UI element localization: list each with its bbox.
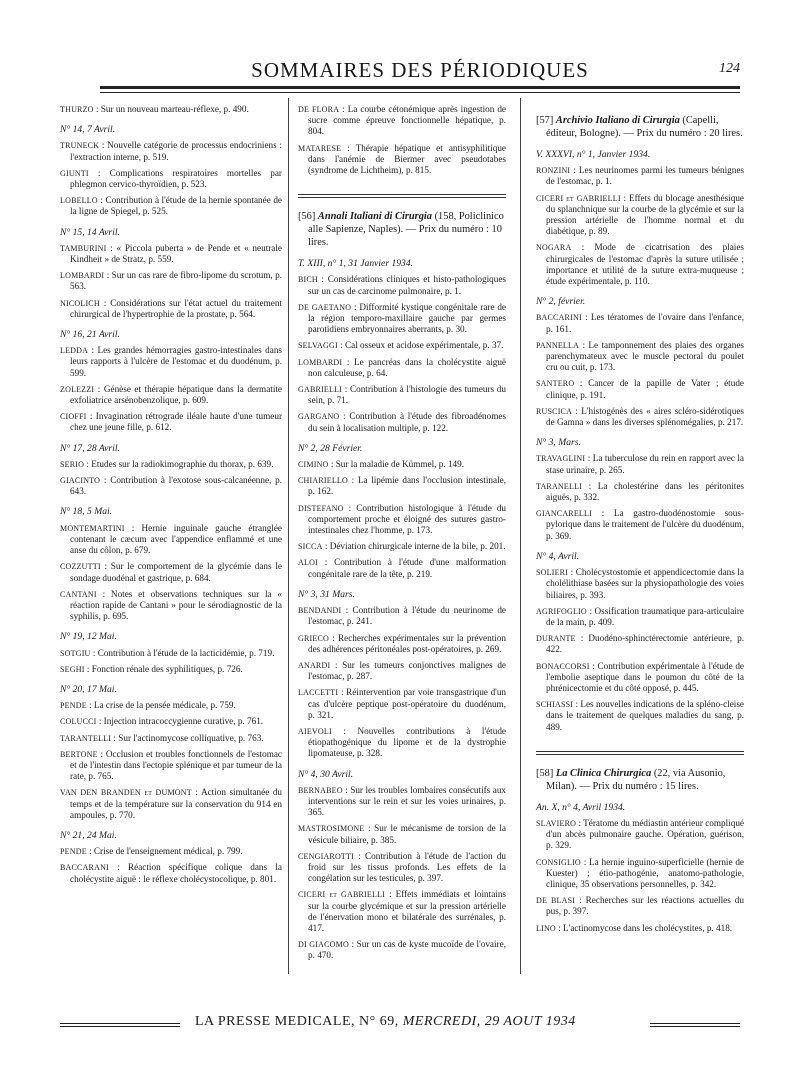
article-title: : Notes et observations techniques sur la « réaction rapide de Cantani » pour le sérodiagnostic de la syphilis, p. 695.: [70, 588, 282, 622]
article-author: CONSIGLIO: [536, 857, 581, 867]
article-author: SCHIASSI: [536, 700, 574, 710]
article-entry: [298, 357, 506, 379]
article-author: PENDE: [60, 701, 87, 711]
article-title: : Sur les troubles lombaires consécutifs aux interventions sur le rein et sur les voies urinaires, p. 365.: [308, 784, 507, 818]
issue-date-heading: N° 20, 17 Mai.: [60, 683, 117, 695]
article-author: COLUCCI: [60, 717, 97, 727]
article-author: GIUNTI: [60, 168, 89, 178]
article-author: MATARESE: [298, 143, 342, 153]
page-title: SOMMAIRES DES PÉRIODIQUES: [251, 58, 589, 82]
article-title: : Contribution à l'exotose sous-calcanéenne, p. 643.: [70, 475, 283, 497]
issue-date-heading: N° 17, 28 Avril.: [60, 442, 120, 454]
journal-number: [56]: [298, 211, 316, 223]
article-entry: [536, 923, 744, 934]
article-author: COZZUTTI: [60, 562, 101, 572]
article-title: : Réaction spécifique colique dans la cholécystite aiguë : le réflexe cholécystocolique, p. 801.: [70, 862, 282, 884]
article-author: NOGARA: [536, 243, 572, 253]
article-title: : Le tamponnement des plaies des organes parenchymateux avec le muscle pectoral du poulet cru ou cuit, p. 173.: [546, 339, 744, 373]
journal-info: (158, Policlinico alle Sapienze, Naples). — Prix du numéro : 10 lires.: [308, 211, 504, 249]
article-title: : Considérations sur l'état actuel du traitement chirurgical de l'hypertrophie de la prostate, p. 564.: [70, 297, 283, 319]
article-title: : Sur le mécanisme de torsion de la vésicule biliaire, p. 385.: [308, 823, 506, 845]
column-left: [60, 104, 282, 890]
article-author: TRAVAGLINI: [536, 454, 586, 464]
article-title: : « Piccola puberta » de Pende et « neutrale Kindheit » de Stratz, p. 559.: [70, 242, 283, 265]
article-title: : Contribution expérimentale à l'étude de l'embolie aseptique dans le poumon du côté de la phrénicectomie et du côté opposé, p. 445.: [546, 660, 744, 693]
article-entry: [536, 340, 744, 374]
article-author: DI GIACOMO: [298, 940, 349, 950]
article-title: : Tératome du médiastin antérieur compliqué d'un abcès pulmonaire gauche. Opération, guérison, p. 329.: [546, 817, 745, 851]
article-author: DURANTE: [536, 634, 576, 644]
article-entry: [298, 726, 506, 760]
article-entry: [60, 664, 282, 675]
article-title: : Les nouvelles indications de la spléno-cleise dans le traitement de quelques maladies du sang, p. 489.: [546, 699, 745, 732]
article-author: THURZO: [60, 105, 94, 114]
article-entry: [298, 633, 506, 655]
article-title: : Sur l'actinomycose colliquative, p. 763.: [113, 732, 264, 743]
article-author: AGRIFOGLIO: [536, 606, 587, 616]
article-title: : Difformité kystique congénitale rare de la région temporo-maxillaire gauche par germes parotidiens embryonnaires aberrants, p. 30.: [308, 301, 507, 335]
article-author: MONTEMARTINI: [60, 523, 125, 533]
article-title: : Sur le comportement de la glycémie dans le sondage duodénal et gastrique, p. 684.: [70, 561, 282, 583]
article-entry: [298, 889, 506, 934]
article-entry: [536, 481, 744, 503]
article-title: : Sur un cas de kyste mucoïde de l'ovaire, p. 470.: [308, 939, 506, 961]
article-entry: [60, 862, 282, 884]
article-entry: [536, 193, 744, 238]
section-separator: [536, 751, 744, 755]
article-title: : La tuberculose du rein en rapport avec la stase urinaire, p. 265.: [546, 453, 744, 475]
article-title: : Cancer de la papille de Vater ; étude clinique, p. 191.: [546, 378, 744, 400]
article-author: LOMBARDI: [298, 357, 343, 367]
article-title: : Action simultanée du temps et de la température sur la conservation du 914 en ampoules, p. 770.: [70, 787, 283, 820]
article-author: DE BLASI: [536, 896, 576, 906]
article-title: : Invagination rétrograde iléale haute d'une tumeur chez une jeune fille, p. 612.: [70, 411, 282, 433]
article-title: : Les neurinomes parmi les tumeurs bénignes de l'estomac, p. 1.: [546, 165, 745, 187]
article-author: RUSCICA: [536, 406, 573, 416]
issue-date-heading: V. XXXVI, n° 1, Janvier 1934.: [536, 149, 651, 160]
article-entry: [60, 243, 282, 265]
footer-journal: LA PRESSE MEDICALE, N° 69,: [195, 1014, 399, 1029]
article-title: : La hernie inguino-superficielle (hernie de Kuester) ; étio-pathogénie, anatomo-pathologie, clinique, 35 observations personnelles, p. 342.: [546, 856, 745, 889]
article-entry: [60, 411, 282, 433]
article-author: GABRIELLI: [298, 385, 343, 395]
article-author: BACCARANI: [60, 863, 109, 873]
article-entry: [298, 340, 506, 351]
article-title: : La crise de la pensée médicale, p. 759.: [89, 700, 236, 711]
issue-date-heading: N° 19, 12 Mai.: [60, 631, 117, 643]
article-title: : Occlusion et troubles fonctionnels de l'estomac et de l'intestin dans l'ectopie splénique et par tumeur de la rate, p. 765.: [70, 748, 283, 782]
issue-date-heading: N° 16, 21 Avril.: [60, 329, 120, 341]
article-author: DE GAETANO: [298, 302, 352, 312]
article-author: TRUNECK: [60, 141, 100, 151]
article-author: LACCETTI: [298, 688, 339, 698]
issue-date-heading: T. XIII, n° 1, 31 Janvier 1934.: [298, 258, 414, 270]
article-title: : Génèse et thérapie hépatique dans la dermatite exfoliatrice arsénobenzolique, p. 609.: [70, 383, 283, 406]
article-entry: [60, 648, 282, 659]
article-title: : Les grandes hémorragies gastro-intestinales dans leurs rapports à l'ulcère de l'estomac et du duodénum, p. 599.: [70, 345, 282, 378]
article-title: : Nouvelle catégorie de processus endocriniens : l'extraction interne, p. 519.: [70, 140, 282, 162]
issue-date-heading: N° 4, Avril.: [536, 550, 580, 562]
article-author: CHIARIELLO: [298, 476, 348, 486]
article-title: : Thérapie hépatique et antisyphilitique dans l'anémie de Biermer avec pseudotabes (syndrome de Lichtheim), p. 815.: [308, 142, 506, 176]
journal-heading: [536, 767, 744, 793]
article-author: SANTERO: [536, 379, 575, 389]
article-title: : Mode de cicatrisation des plaies chirurgicales de l'estomac d'après la suture utilisée ; importance et utilité de la suture extra-muqueuse ; étude expérimentale, p. 110.: [546, 242, 745, 287]
article-author: VAN DEN BRANDEN et DUMONT: [60, 788, 192, 798]
article-author: GIANCARELLI: [536, 509, 592, 519]
page-number: 124: [719, 61, 740, 76]
article-entry: [60, 846, 282, 857]
article-entry: [536, 818, 744, 852]
article-author: DISTEFANO: [298, 503, 344, 513]
issue-date-heading: N° 2, février.: [536, 296, 586, 308]
article-entry: [536, 567, 744, 601]
article-entry: [298, 384, 506, 406]
article-entry: [298, 475, 506, 497]
journal-title: Archivio Italiano di Cirurgia: [555, 115, 680, 126]
article-entry: [298, 459, 506, 470]
article-entry: [298, 541, 506, 552]
article-entry: [298, 687, 506, 721]
article-title: : Contribution histologique à l'étude du comportement proche et éloigné des sutures gastro-intestinales chez l'homme, p. 173.: [308, 502, 507, 536]
article-author: ANARDI: [298, 660, 331, 670]
article-entry: [298, 605, 506, 627]
article-entry: [536, 633, 744, 655]
article-title: : Le pancréas dans la cholécystite aiguë non calculeuse, p. 64.: [308, 356, 507, 378]
section-separator: [298, 194, 506, 198]
article-author: CANTANI: [60, 589, 97, 599]
article-entry: [60, 733, 282, 744]
footer-date: MERCREDI, 29 AOUT 1934: [402, 1014, 576, 1029]
article-entry: [298, 411, 506, 433]
article-author: LOMBARDI: [60, 271, 105, 281]
article-title: : Injection intracoccygienne curative, p. 761.: [98, 716, 264, 727]
article-entry: [298, 302, 506, 336]
footer-rule-right: [650, 1023, 740, 1027]
article-entry: [60, 716, 282, 727]
article-author: CICERI et GABRIELLI: [536, 193, 621, 203]
article-author: NICOLICH: [60, 298, 100, 308]
article-entry: [60, 168, 282, 190]
article-author: TARANTELLI: [60, 733, 112, 743]
article-entry: [536, 242, 744, 287]
article-entry: [536, 508, 744, 542]
article-entry: [60, 523, 282, 557]
article-title: : Contribution à l'étude d'une malformation congénitale rare de la tête, p. 219.: [308, 557, 506, 579]
issue-date-heading: N° 21, 24 Mai.: [60, 829, 117, 841]
article-entry: [60, 104, 282, 115]
article-author: GRIECO: [298, 633, 329, 643]
column-middle: [298, 104, 506, 967]
article-author: SOLIERI: [536, 568, 569, 578]
journal-info: (Capelli, éditeur, Bologne). — Prix du numéro : 20 lires.: [546, 115, 743, 139]
article-author: TAMBURINI: [60, 243, 107, 253]
article-entry: [60, 459, 282, 470]
article-entry: [298, 503, 506, 537]
article-entry: [60, 475, 282, 497]
article-title: : Contribution à l'histologie des tumeurs du sein, p. 71.: [308, 384, 506, 406]
article-author: DE FLORA: [298, 105, 340, 114]
article-title: : Complications respiratoires mortelles par phlegmon cervico-thyroïdien, p. 523.: [70, 167, 282, 190]
article-entry: [60, 700, 282, 711]
column-right: [536, 104, 744, 939]
article-title: : Sur un nouveau marteau-réflexe, p. 490.: [95, 104, 249, 114]
article-entry: [536, 606, 744, 628]
column-divider: [288, 98, 289, 974]
article-author: SOTGIU: [60, 648, 91, 658]
article-title: : Sur les tumeurs conjonctives malignes de l'estomac, p. 287.: [308, 659, 507, 682]
article-author: ZOLEZZI: [60, 384, 95, 394]
article-entry: [536, 699, 744, 733]
article-entry: [298, 939, 506, 961]
article-title: : Sur un cas rare de fibro-lipome du scrotum, p. 563.: [70, 270, 283, 292]
footer-text: [195, 1014, 576, 1030]
issue-date-heading: N° 14, 7 Avril.: [60, 124, 116, 136]
article-entry: [60, 345, 282, 379]
article-entry: [536, 857, 744, 891]
article-entry: [298, 557, 506, 579]
article-entry: [298, 104, 506, 138]
article-entry: [298, 851, 506, 885]
journal-number: [57]: [536, 115, 554, 126]
issue-date-heading: N° 18, 5 Mai.: [60, 506, 113, 518]
article-entry: [60, 140, 282, 162]
article-title: : Hernie inguinale gauche étranglée contenant le cæcum avec l'appendice enflammé et une anse du côlon, p. 679.: [70, 522, 283, 556]
page-footer: [60, 1014, 740, 1034]
article-entry: [298, 823, 506, 845]
journal-heading: [536, 114, 744, 140]
article-author: CENGIAROTTI: [298, 851, 354, 861]
article-title: : Fonction rénale des syphilitiques, p. 726.: [86, 663, 243, 674]
article-entry: [536, 661, 744, 695]
article-author: SERIO: [60, 459, 85, 469]
issue-date-heading: N° 3, Mars.: [536, 437, 581, 449]
article-author: BICH: [298, 275, 318, 285]
column-divider: [520, 98, 521, 974]
journal-title: La Clinica Chirurgica: [555, 767, 652, 779]
article-title: : Effets du blocage anesthésique du splanchnique sur la courbe de la glycémie et sur la pression artérielle de l'homme normal et du diabétique, p. 89.: [546, 192, 744, 237]
footer-rule-left: [60, 1023, 180, 1027]
article-title: : Ossification traumatique para-articulaire de la main, p. 409.: [546, 605, 744, 627]
article-entry: [536, 453, 744, 475]
article-author: BENDANDI: [298, 606, 342, 616]
article-entry: [298, 274, 506, 296]
article-title: : Déviation chirurgicale interne de la bile, p. 201.: [324, 541, 506, 552]
article-entry: [60, 384, 282, 406]
article-author: BACCARINI: [536, 313, 582, 323]
article-title: : Les tératomes de l'ovaire dans l'enfance, p. 161.: [546, 312, 744, 334]
article-entry: [60, 749, 282, 783]
article-title: : Contribution à l'étude des fibroadénomes du sein à localisation multiple, p. 122.: [308, 411, 507, 433]
article-author: SICCA: [298, 542, 323, 552]
article-author: PENDE: [60, 847, 87, 857]
article-entry: [60, 270, 282, 292]
journal-info: (22, via Ausonio, Milan). — Prix du numéro : 15 lires.: [546, 767, 726, 792]
article-author: CIMINO: [298, 460, 329, 470]
article-title: : La lipémie dans l'occlusion intestinale, p. 162.: [308, 475, 506, 497]
article-entry: [298, 785, 506, 819]
article-author: LOBELLO: [60, 196, 98, 206]
article-title: : Recherches sur les réactions actuelles du pus, p. 397.: [546, 895, 744, 917]
issue-date-heading: N° 3, 31 Mars.: [298, 588, 355, 600]
article-author: LEDDA: [60, 346, 89, 356]
article-title: : Contribution à l'étude du neurinome de l'estomac, p. 241.: [308, 605, 507, 627]
article-title: : L'histogénès des « aires scléro-sidérotiques de Gamna » dans les diverses splénomégalies, p. 217.: [546, 405, 745, 428]
article-author: PANNELLA: [536, 340, 580, 350]
article-entry: [60, 195, 282, 217]
article-title: : La cholestérine dans les péritonites aiguës, p. 332.: [546, 480, 745, 503]
article-title: : Sur la maladie de Kümmel, p. 149.: [330, 459, 465, 470]
article-entry: [536, 312, 744, 334]
article-title: : Contribution à l'étude de la hernie spontanée de la ligne de Spiegel, p. 525.: [70, 195, 282, 217]
article-title: : Cholécystostomie et appendicectomie dans la cholélithiase basées sur la physiopathologie des voies biliaires, p. 393.: [546, 567, 744, 600]
article-title: : Recherches expérimentales sur la prévention des adhérences péritonéales post-opératoires, p. 269.: [308, 632, 507, 654]
article-author: SELVAGGI: [298, 341, 338, 351]
issue-date-heading: N° 4, 30 Avril.: [298, 768, 354, 780]
page-header: [100, 56, 740, 86]
article-title: : Réintervention par voie transgastrique d'un cas d'ulcère peptique post-opératoire du duodénum, p. 321.: [308, 687, 507, 720]
article-title: : Contribution à l'étude de la lacticidémie, p. 719.: [92, 647, 275, 658]
article-title: : Crise de l'enseignement médical, p. 799.: [89, 846, 243, 857]
article-author: MASTROSIMONE: [298, 824, 365, 834]
article-title: : L'actinomycose dans les cholécystites, p. 418.: [558, 922, 733, 933]
article-entry: [298, 143, 506, 177]
article-entry: [536, 165, 744, 187]
article-author: LINO: [536, 923, 556, 933]
article-title: : La gastro-duodénostomie sous-pylorique dans le traitement de l'ulcère du duodénum, p. 369.: [546, 508, 745, 541]
article-author: CICERI et GABRIELLI: [298, 890, 386, 900]
article-entry: [60, 787, 282, 821]
journal-title: Annali Italiani di Cirurgia: [317, 211, 432, 223]
article-title: : Duodéno-sphinctérectomie antérieure, p. 422.: [546, 633, 744, 655]
journal-number: [58]: [536, 767, 554, 779]
article-entry: [536, 378, 744, 400]
article-entry: [536, 895, 744, 917]
article-author: SLAVIERO: [536, 818, 577, 828]
article-author: GIACINTO: [60, 476, 101, 486]
article-author: RONZINI: [536, 166, 571, 176]
article-author: AIEVOLI: [298, 726, 332, 736]
article-author: SEGHI: [60, 664, 85, 674]
article-entry: [298, 660, 506, 682]
article-author: ALOI: [298, 558, 318, 568]
article-author: TARANELLI: [536, 481, 583, 491]
article-title: : Effets immédiats et lointains sur la courbe glycémique et sur la pression artérielle de l'énervation mono et bilatérale des surrénales, p. 417.: [308, 889, 507, 933]
header-rule: [100, 86, 740, 93]
article-entry: [60, 561, 282, 583]
article-entry: [60, 589, 282, 623]
issue-date-heading: N° 2, 28 Février.: [298, 442, 363, 454]
issue-date-heading: N° 15, 14 Avril.: [60, 226, 120, 238]
article-entry: [536, 406, 744, 428]
article-author: BERTONE: [60, 749, 98, 759]
article-author: BONACCORSI: [536, 661, 590, 671]
article-entry: [60, 298, 282, 320]
article-author: CIOFFI: [60, 412, 87, 422]
article-title: : La courbe cétonémique après ingestion de sucre comme épreuve fonctionnelle hépatique, p. 804.: [308, 104, 506, 137]
article-title: : Considérations cliniques et histo-pathologiques sur un cas de carcinome pulmonaire, p. 1.: [308, 274, 506, 296]
journal-heading: [298, 210, 506, 249]
article-title: : Contribution à l'étude de l'action du froid sur les tissus profonds. Les effets de la congélation sur les testicules, p. 397.: [308, 850, 507, 884]
issue-date-heading: An. X, n° 4, Avril 1934.: [536, 801, 626, 813]
article-author: BERNABEO: [298, 785, 343, 795]
article-title: : Etudes sur la radiokimographie du thorax, p. 639.: [86, 458, 274, 469]
article-title: : Nouvelles contributions à l'étude étiopathogénique du lipome et de la dystrophie lipomateuse, p. 328.: [308, 725, 507, 759]
article-author: GARGANO: [298, 412, 340, 422]
article-title: : Cal osseux et acidose expérimentale, p. 37.: [340, 340, 504, 351]
